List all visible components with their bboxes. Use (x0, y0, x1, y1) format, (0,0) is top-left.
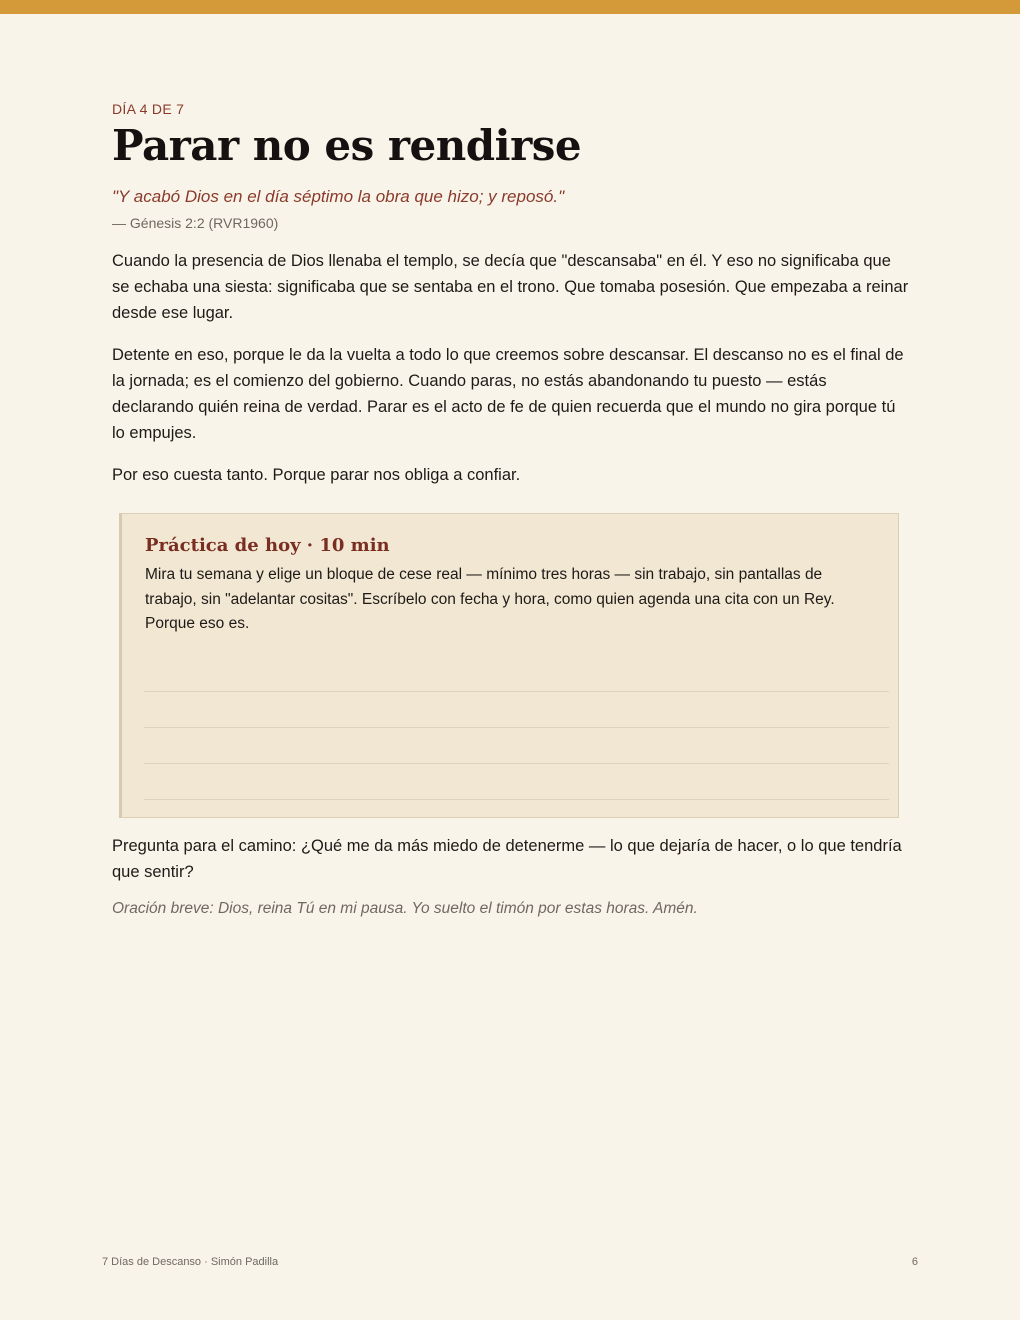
day-label: DÍA 4 DE 7 (112, 101, 185, 117)
top-accent-bar (0, 0, 1020, 14)
body-paragraph-3: Por eso cuesta tanto. Porque parar nos obliga a confiar. (112, 466, 521, 484)
footer-book-title: 7 Días de Descanso · Simón Padilla (102, 1256, 279, 1268)
closing-section (112, 833, 912, 920)
writing-line-3 (144, 763, 889, 764)
writing-line-4 (144, 799, 889, 800)
practice-box (119, 513, 899, 818)
writing-line-1 (144, 691, 889, 692)
body-paragraph-2: Detente en eso, porque le da la vuelta a todo lo que creemos sobre descansar. El descanso no es el final de la jornada; es el comienzo del gobierno. Cuando paras, no estás abandonando tu puesto — estás declarando quién reina de verdad. Parar es el acto de fe de quien recuerda que el mundo no gira porque tú lo empujes. (112, 346, 904, 442)
page-title: Parar no es rendirse (112, 121, 582, 170)
practice-text: Mira tu semana y elige un bloque de cese real — mínimo tres horas — sin trabajo, sin pantallas de trabajo, sin "adelantar cositas". Escríbelo con fecha y hora, como quien agenda una cita con un Rey. Porque eso es. (145, 566, 835, 632)
body-paragraph-1: Cuando la presencia de Dios llenaba el templo, se decía que "descansaba" en él. Y eso no significaba que se echaba una siesta: significaba que se sentaba en el trono. Que tomaba posesión. Que empezaba a reinar desde ese lugar. (112, 252, 909, 322)
verse-reference: — Génesis 2:2 (RVR1960) (112, 215, 279, 231)
writing-line-2 (144, 727, 889, 728)
footer-page-number: 6 (911, 1256, 918, 1268)
reflection-question: Pregunta para el camino: ¿Qué me da más miedo de detenerme — lo que dejaría de hacer, o lo que tendría que sentir? (112, 837, 902, 881)
closing-prayer: Oración breve: Dios, reina Tú en mi pausa. Yo suelto el timón por estas horas. Amén. (112, 900, 698, 917)
verse-quote: "Y acabó Dios en el día séptimo la obra que hizo; y reposó." (112, 187, 565, 206)
practice-title: Práctica de hoy · 10 min (145, 535, 390, 556)
devotional-content (112, 100, 912, 488)
